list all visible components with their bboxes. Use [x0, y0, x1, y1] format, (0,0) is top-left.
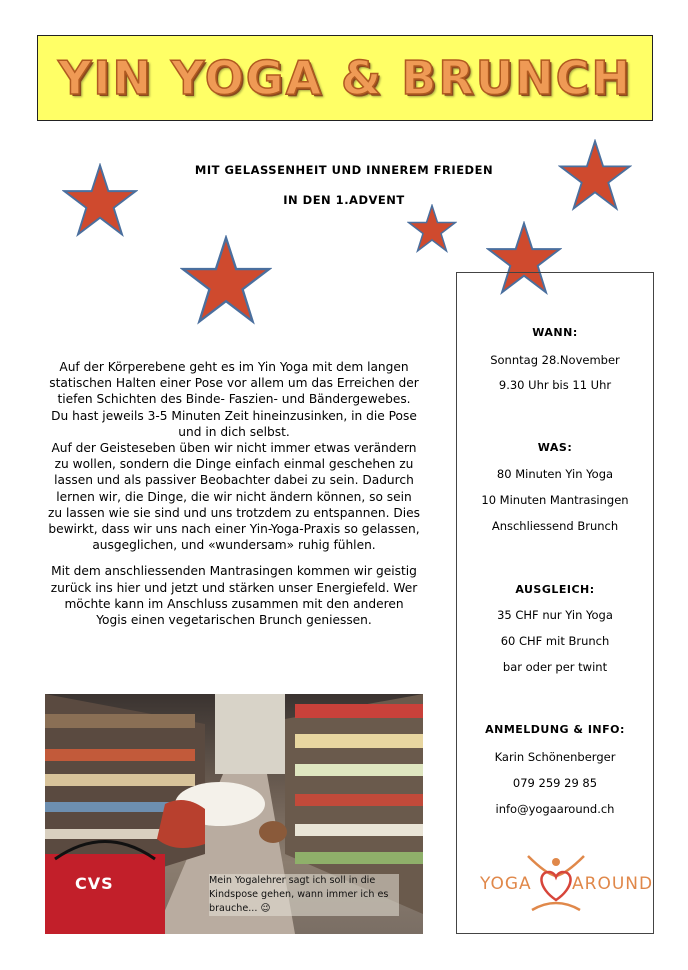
- page-title: YIN YOGA & BRUNCH: [58, 51, 632, 105]
- subtitle-line-2: IN DEN 1.ADVENT: [283, 193, 405, 207]
- wann-time: 9.30 Uhr bis 11 Uhr: [498, 378, 612, 392]
- star-icon: [558, 139, 632, 213]
- photo-caption: Mein Yogalehrer sagt ich soll in die Kindspose gehen, wann immer ich es brauche... 😉: [209, 874, 399, 916]
- price-brunch: 60 CHF mit Brunch: [500, 634, 610, 648]
- title-banner: [37, 35, 653, 121]
- star-icon: [407, 204, 457, 254]
- logo-text-right: AROUND: [572, 874, 654, 894]
- paragraph-mantra: Mit dem anschliessenden Mantrasingen kommen wir geistig zurück ins hier und jetzt und stärken unser Energiefeld. Wer möchte kann im Anschluss zusammen mit den anderen Yogis einen vegetarischen Brunch geniessen.: [50, 564, 418, 628]
- logo-text-left: YOGA: [480, 874, 532, 894]
- payment-method: bar oder per twint: [502, 660, 608, 674]
- was-heading: WAS:: [537, 441, 573, 454]
- yoga-around-logo: [476, 848, 654, 920]
- anmeldung-heading: ANMELDUNG & INFO:: [485, 723, 625, 736]
- subtitle-line-1: MIT GELASSENHEIT UND INNEREM FRIEDEN: [194, 163, 494, 177]
- was-item-1: 80 Minuten Yin Yoga: [496, 467, 614, 481]
- info-box: [456, 272, 654, 934]
- star-icon: [180, 235, 272, 327]
- contact-phone[interactable]: 079 259 29 85: [512, 776, 598, 790]
- supermarket-photo: [45, 694, 423, 934]
- star-icon: [62, 163, 138, 239]
- paragraph-body-level: Auf der Körperebene geht es im Yin Yoga mit dem langen statischen Halten einer Pose vor allem um das Erreichen der tiefen Schichten des Binde- Faszien- und Bändergewebes. Du hast jeweils 3-5 Minuten Zeit hineinzusinken, in die Pose und in dich selbst.: [49, 360, 419, 439]
- contact-name: Karin Schönenberger: [494, 750, 616, 764]
- was-item-2: 10 Minuten Mantrasingen: [481, 493, 629, 507]
- was-item-3: Anschliessend Brunch: [491, 519, 619, 533]
- paragraph-mind-level: Auf der Geisteseben üben wir nicht immer etwas verändern zu wollen, sondern die Dinge einfach einmal geschehen zu lassen und als passiver Beobachter dabei zu sein. Dadurch lernen wir, die Dinge, die wir nicht ändern können, so sein zu lassen wie sie sind und uns trotzdem zu entspannen. Dies bewirkt, dass wir uns nach einer Yin-Yoga-Praxis so gelassen, ausgeglichen, und «wundersam» ruhig fühlen.: [48, 441, 421, 553]
- description: [48, 359, 420, 638]
- contact-email[interactable]: info@yogaaround.ch: [495, 802, 615, 816]
- price-yin: 35 CHF nur Yin Yoga: [497, 608, 613, 622]
- wann-heading: WANN:: [532, 326, 578, 339]
- basket-label: CVS: [75, 874, 114, 893]
- ausgleich-heading: AUSGLEICH:: [515, 583, 595, 596]
- wann-date: Sonntag 28.November: [490, 353, 620, 367]
